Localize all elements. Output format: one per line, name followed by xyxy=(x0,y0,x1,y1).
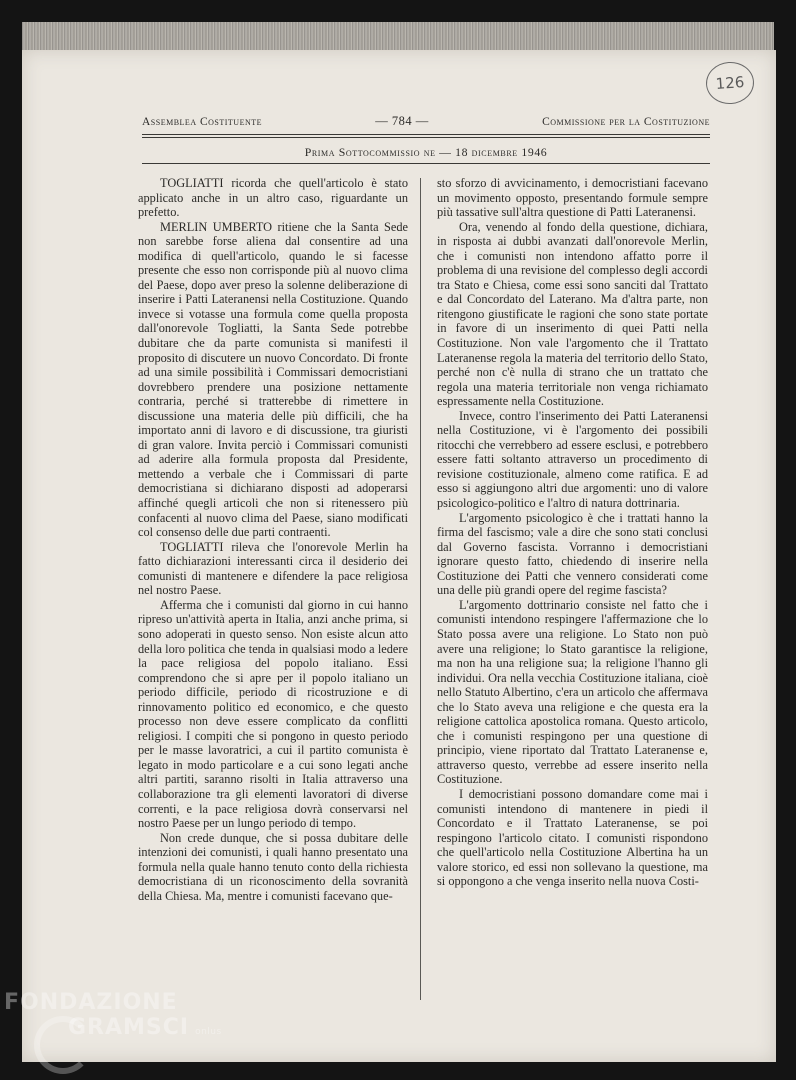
paragraph: L'argomento dottrinario consiste nel fatto che i comunisti intendono respingere l'affermazione che lo Stato possa avere una religione. Lo Stato non può avere una religione; lo Stato garantisce la religione, ma non ha una religione sua; la religione l'hanno gli individui. Ora nella vecchia Costituzione italiana, cioè nello Statuto Albertino, c'era un articolo che affermava che lo Stato aveva una religione e che questa era la religione cattolica apostolica romana. Questo articolo, che i comunisti respingono per una questione di principio, viene riportato dal Trattato Lateranense e, attraverso questo, verrebbe ad essere inserito nella Costituzione. xyxy=(437,597,708,787)
left-column xyxy=(138,176,408,903)
page-number: — 784 — xyxy=(375,114,429,128)
paragraph: Ora, venendo al fondo della questione, dichiara, in risposta ai dubbi avanzati dall'onorevole Merlin, che i comunisti non intendono affatto porre il problema di una revisione del complesso degli accordi tra Stato e Chiesa, come essi sono sanciti dal Trattato e dal Concordato del Laterano. Ma d'altra parte, non ritengono giustificate le ragioni che sono state portate in favore di un inserimento di quei Patti nella Costituzione. Non vale l'argomento che il Trattato Lateranense regola la materia del territorio dello Stato, perché non c'è nulla di strano che un trattato che regola una materia territoriale non venga richiamato espressamente nella Costituzione. xyxy=(437,219,708,409)
paragraph: TOGLIATTI ricorda che quell'articolo è stato applicato anche in un altro caso, riguardante un prefetto. xyxy=(138,176,408,220)
column-divider xyxy=(420,178,421,1000)
session-line: Prima Sottocommissio ne — 18 dicembre 1946 xyxy=(304,145,548,159)
paragraph: MERLIN UMBERTO ritiene che la Santa Sede non sarebbe forse aliena dal consentire ad una modifica di quell'articolo, quando le si facesse presente che esso non corrisponde più al nuovo clima del Paese, dopo aver preso la solenne deliberazione di inserire i Patti Lateranensi nella Costituzione. Quando invece si votasse una formula come quella proposta dall'onorevole Togliatti, la Santa Sede potrebbe dubitare che da parte comunista si manifesti il proposito di discutere un nuovo Concordato. Di fronte ad una simile possibilità i Commissari democristiani dovrebbero prendere una posizione nettamente contraria, perché si tratterebbe di rimettere in discussione una materia delle più difficili, che ha importato anni di lavoro e di discussione, tra giuristi di gran valore. Invita perciò i Commissari comunisti ad aderire alla formula proposta dal Presidente, mettendo a verbale che i Commissari di parte democristiana si dichiarano disposti ad adoperarsi affinché quegli articoli che non si ritenessero più confacenti al nuovo clima del Paese, siano modificati col consenso delle due parti contraenti. xyxy=(138,219,408,540)
watermark-suffix: onlus xyxy=(195,1027,222,1037)
header-rule-bottom xyxy=(142,163,710,164)
watermark-line2-row xyxy=(68,1015,222,1040)
paragraph: L'argomento psicologico è che i trattati hanno la firma del fascismo; vale a dire che sono stati conclusi dal Governo fascista. Vorranno i democristiani ignorare questo fatto, chiedendo di inserire nella Costituzione dei Patti che vennero considerati come una delle più grandi opere del regime fascista? xyxy=(437,510,708,598)
right-column xyxy=(437,176,708,889)
header-rule-double xyxy=(142,137,710,138)
watermark xyxy=(4,990,222,1040)
paragraph: I democristiani possono domandare come mai i comunisti intendono di mantenere in piedi il Concordato e il Trattato Lateranense, se poi respingono l'articolo citato. I comunisti rispondono che quell'articolo nella Costituzione Albertina ha un valore storico, ed essi non sollevano la questione, ma si oppongono a che venga inserito nella nuova Costi- xyxy=(437,786,708,889)
header-right: Commissione per la Costituzione xyxy=(542,116,710,128)
archive-number-stamp: 126 xyxy=(705,60,756,105)
header-rule-top xyxy=(142,134,710,135)
scan-top-edge xyxy=(22,22,774,52)
paragraph: Invece, contro l'inserimento dei Patti Lateranensi nella Costituzione, vi è l'argomento dei possibili ritocchi che verrebbero ad essere esclusi, e potrebbero essere fatti soltanto attraverso un procedimento di revisione costituzionale, almeno come ratifica. E ad esso si aggiungono altri due argomenti: uno di valore psicologico-politico e l'altro di natura dottrinaria. xyxy=(437,408,708,511)
paragraph-continuation: sto sforzo di avvicinamento, i democristiani facevano un movimento opposto, presentando formule sempre più tassative sull'altra questione di Patti Lateranensi. xyxy=(437,176,708,220)
paragraph: TOGLIATTI rileva che l'onorevole Merlin ha fatto dichiarazioni interessanti circa il desiderio dei comunisti di mantenere e difendere la pace religiosa nel nostro Paese. xyxy=(138,539,408,598)
watermark-line1: FONDAZIONE xyxy=(4,990,178,1015)
header-left: Assemblea Costituente xyxy=(142,116,263,128)
paragraph: Afferma che i comunisti dal giorno in cui hanno ripreso un'attività aperta in Italia, anzi anche prima, si sono adoperati in questo senso. Non esiste alcun atto della loro politica che tenda in qualsiasi modo a ledere la pace religiosa del popolo italiano. Essi comprendono che si apre per il popolo italiano un periodo difficile, periodo di ricostruzione e di rinnovamento politico ed economico, e che questo processo non deve essere complicato da conflitti religiosi. I compiti che si pongono in questo periodo per le masse lavoratrici, a cui il partito comunista è legato in modo particolare e a cui sono legati anche altri partiti, saranno risolti in Italia attraverso una collaborazione tra gli elementi lavoratori di diverse correnti, e la pace religiosa dovrà conservarsi nel nostro Paese per un lungo periodo di tempo. xyxy=(138,597,408,831)
paragraph: Non crede dunque, che si possa dubitare delle intenzioni dei comunisti, i quali hanno presentato una formula nella quale hanno tenuto conto della richiesta democristiana di un riconoscimento della sovranità della Chiesa. Ma, mentre i comunisti facevano que- xyxy=(138,830,408,903)
watermark-line2: GRAMSCI xyxy=(68,1015,190,1040)
running-header xyxy=(142,114,710,129)
